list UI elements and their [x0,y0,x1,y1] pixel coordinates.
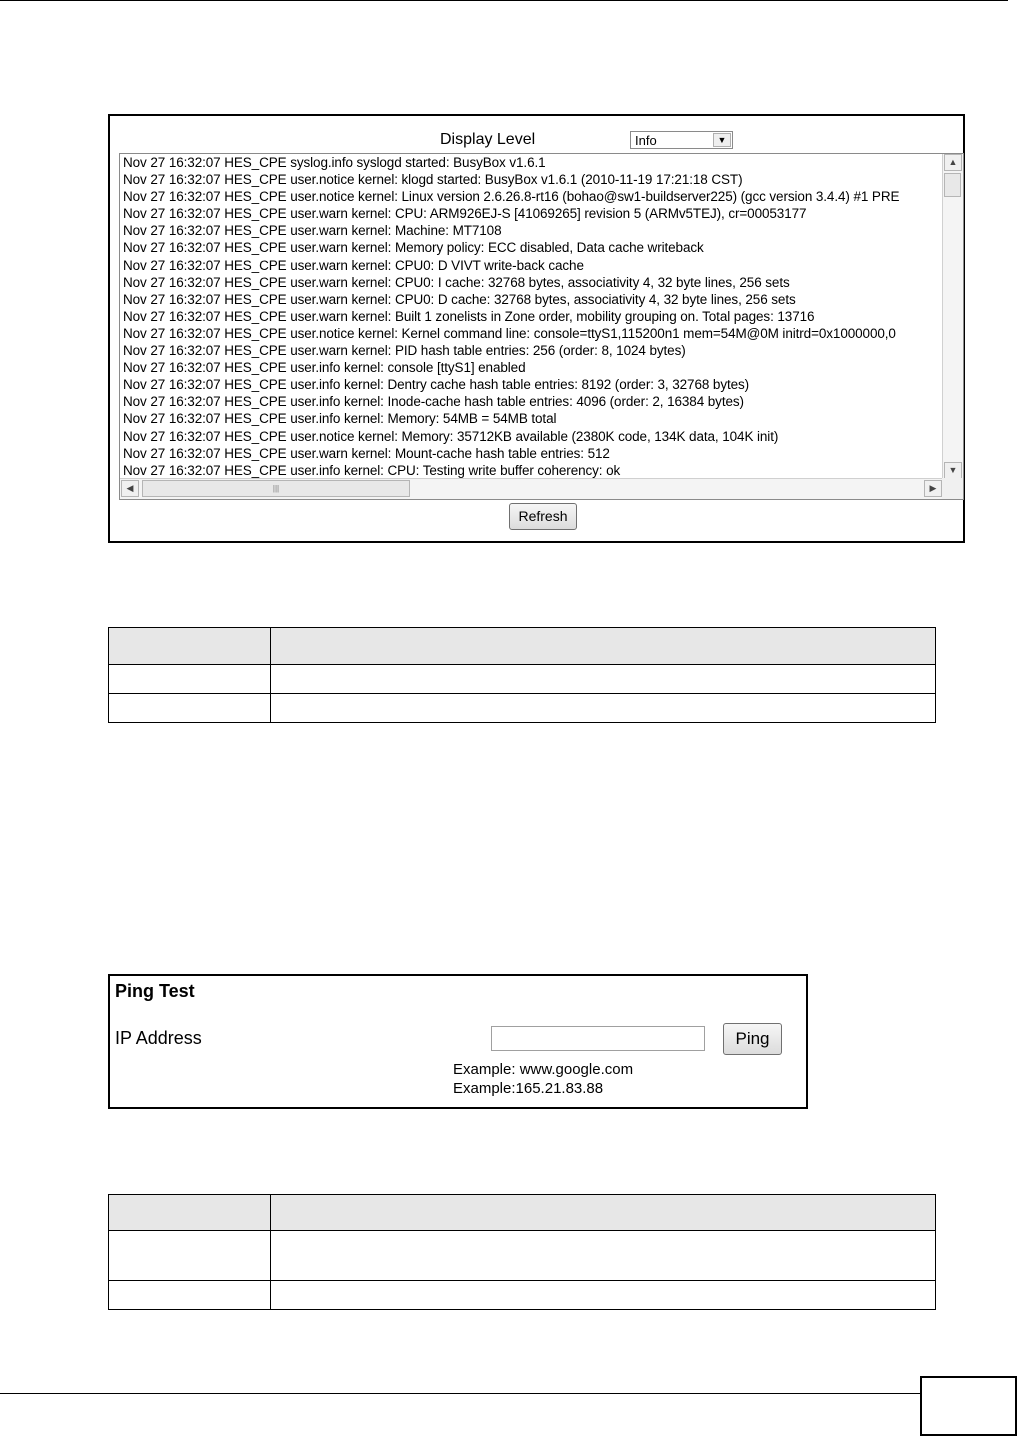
log-line: Nov 27 16:32:07 HES_CPE user.notice kernel: klogd started: BusyBox v1.6.1 (2010-11-19 17:21:18 CST) [123,172,743,188]
description-table-1 [108,627,936,723]
table-cell [109,1195,271,1231]
table-header-row [109,1195,936,1231]
page-number-box [920,1376,1017,1436]
log-line: Nov 27 16:32:07 HES_CPE user.warn kernel: Memory policy: ECC disabled, Data cache writeback [123,240,704,256]
display-level-value: Info [635,133,657,148]
log-line: Nov 27 16:32:07 HES_CPE syslog.info syslogd started: BusyBox v1.6.1 [123,155,546,170]
log-line: Nov 27 16:32:07 HES_CPE user.notice kernel: Kernel command line: console=ttyS1,115200n1 mem=54M@0M initrd=0x1000000,0 [123,325,896,341]
table-cell [271,1231,936,1281]
log-line: Nov 27 16:32:07 HES_CPE user.warn kernel: CPU0: D cache: 32768 bytes, associativity 4, 32 byte lines, 256 sets [123,291,796,307]
chevron-up-icon[interactable]: ▲ [944,154,962,171]
log-line: Nov 27 16:32:07 HES_CPE user.warn kernel: Built 1 zonelists in Zone order, mobility grouping on. Total pages: 13716 [123,308,815,324]
example-ip: Example:165.21.83.88 [453,1080,604,1097]
scroll-corner [942,478,963,499]
log-line: Nov 27 16:32:07 HES_CPE user.warn kernel: Mount-cache hash table entries: 512 [123,445,610,461]
ping-test-title: Ping Test [115,981,195,1001]
refresh-button[interactable]: Refresh [509,503,577,530]
log-line: Nov 27 16:32:07 HES_CPE user.notice kernel: Memory: 35712KB available (2380K code, 134K data, 104K init) [123,428,779,444]
table-cell [109,1281,271,1310]
display-level-select[interactable] [630,131,733,149]
log-line: Nov 27 16:32:07 HES_CPE user.info kernel: Dentry cache hash table entries: 8192 (order: 3, 32768 bytes) [123,377,750,393]
display-level-label: Display Level [440,131,536,148]
table-cell [271,694,936,723]
table-row [109,1281,936,1310]
log-line: Nov 27 16:32:07 HES_CPE user.notice kernel: Linux version 2.6.26.8-rt16 (bohao@sw1-buildserver225) (gcc version 3.4.4) #1 PRE [123,189,900,205]
log-line: Nov 27 16:32:07 HES_CPE user.info kernel: Inode-cache hash table entries: 4096 (order: 2, 16384 bytes) [123,394,744,410]
example-hostname: Example: www.google.com [453,1061,634,1078]
ip-address-input[interactable] [491,1026,705,1051]
log-textarea[interactable] [119,153,964,500]
chevron-right-icon[interactable]: ▶ [924,480,942,497]
page-header-rule [0,0,1008,1]
log-line: Nov 27 16:32:07 HES_CPE user.info kernel: CPU: Testing write buffer coherency: ok [123,462,621,478]
page-footer-rule [0,1393,920,1394]
table-cell [271,665,936,694]
table-cell [271,1195,936,1231]
table-cell [271,1281,936,1310]
vertical-scroll-thumb[interactable] [944,173,961,197]
description-table-2 [108,1194,936,1310]
table-row [109,694,936,723]
table-row [109,665,936,694]
table-cell [109,694,271,723]
table-cell [109,665,271,694]
log-line: Nov 27 16:32:07 HES_CPE user.info kernel: console [ttyS1] enabled [123,360,526,376]
ip-address-label: IP Address [115,1028,202,1048]
chevron-left-icon[interactable]: ◀ [121,480,139,497]
log-line: Nov 27 16:32:07 HES_CPE user.warn kernel: CPU: ARM926EJ-S [41069265] revision 5 (ARMv5TEJ), cr=00053177 [123,206,807,222]
log-lines [123,154,943,481]
log-line: Nov 27 16:32:07 HES_CPE user.info kernel: Memory: 54MB = 54MB total [123,411,557,427]
table-header-row [109,628,936,665]
chevron-down-icon[interactable]: ▼ [713,133,731,147]
horizontal-scrollbar[interactable] [120,478,943,499]
chevron-down-icon[interactable]: ▼ [944,462,962,479]
table-cell [109,1231,271,1281]
log-line: Nov 27 16:32:07 HES_CPE user.warn kernel: Machine: MT7108 [123,223,502,239]
log-line: Nov 27 16:32:07 HES_CPE user.warn kernel: PID hash table entries: 256 (order: 8, 1024 bytes) [123,343,686,359]
horizontal-scroll-thumb[interactable]: ||| [142,480,410,497]
log-line: Nov 27 16:32:07 HES_CPE user.warn kernel: CPU0: I cache: 32768 bytes, associativity 4, 32 byte lines, 256 sets [123,274,790,290]
table-cell [109,628,271,665]
table-row [109,1231,936,1281]
table-cell [271,628,936,665]
vertical-scrollbar[interactable] [942,154,963,479]
ping-button[interactable]: Ping [723,1023,782,1055]
log-line: Nov 27 16:32:07 HES_CPE user.warn kernel: CPU0: D VIVT write-back cache [123,257,584,273]
